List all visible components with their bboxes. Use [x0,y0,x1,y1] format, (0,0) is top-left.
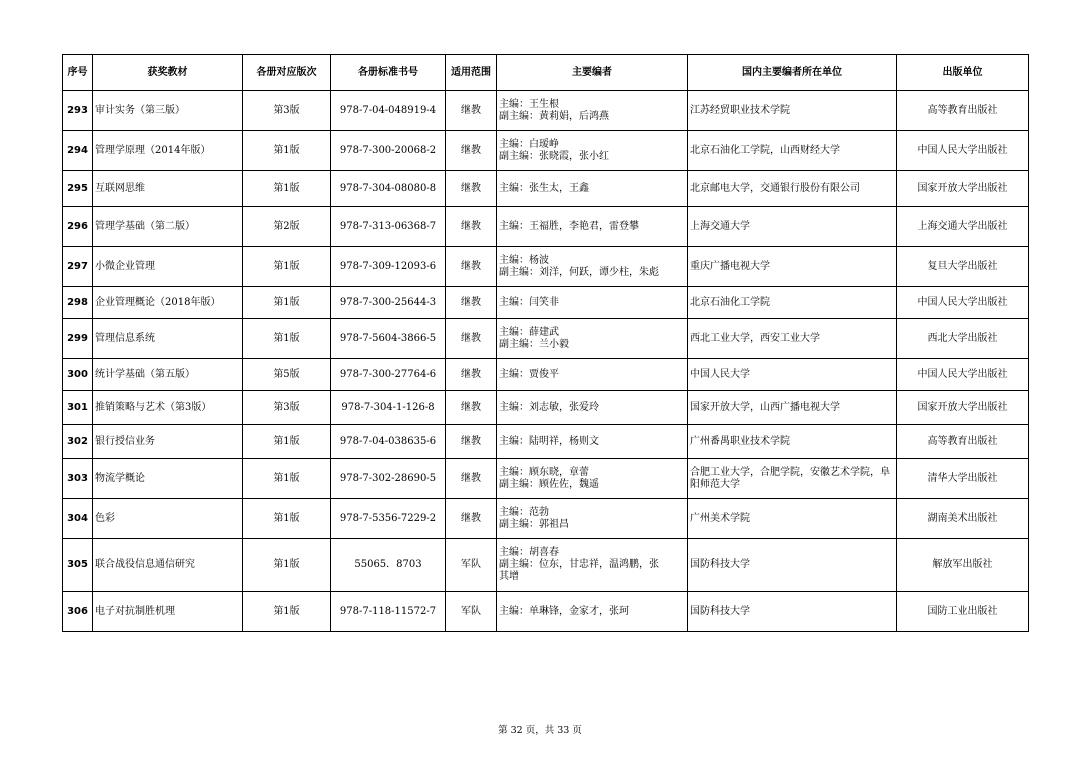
publisher-cell: 复旦大学出版社 [897,247,1029,287]
row-number: 294 [63,131,93,171]
book-title: 联合战役信息通信研究 [93,539,243,592]
editors-cell [497,539,688,592]
row-number: 297 [63,247,93,287]
isbn-cell: 55065．8703 [331,539,446,592]
book-title: 管理信息系统 [93,319,243,359]
scope-cell: 继教 [446,319,497,359]
award-table [62,54,1029,632]
edition-cell: 第5版 [243,359,331,391]
table-row [63,425,1029,459]
editors-cell [497,391,688,425]
editor-line: 主编：张生太，王鑫 [499,182,589,194]
editor-line: 副主编：位东，甘忠祥，温鸿鹏，张 [499,559,659,570]
scope-cell: 继教 [446,287,497,319]
edition-cell: 第1版 [243,287,331,319]
edition-cell: 第1版 [243,539,331,592]
row-number: 301 [63,391,93,425]
unit-cell: 国防科技大学 [688,539,897,592]
header-unit: 国内主要编者所在单位 [688,55,897,91]
isbn-cell: 978-7-300-27764-6 [331,359,446,391]
editor-line: 主编：杨波 [499,254,549,266]
publisher-cell: 中国人民大学出版社 [897,131,1029,171]
editor-line: 主编：贾俊平 [499,368,559,380]
editors-cell [497,499,688,539]
unit-cell: 国家开放大学，山西广播电视大学 [688,391,897,425]
row-number: 305 [63,539,93,592]
book-title: 推销策略与艺术（第3版） [93,391,243,425]
unit-cell: 北京邮电大学，交通银行股份有限公司 [688,171,897,207]
editors-cell [497,459,688,499]
publisher-cell: 中国人民大学出版社 [897,287,1029,319]
table-row [63,539,1029,592]
editors-cell [497,247,688,287]
editors-cell [497,592,688,632]
unit-cell: 中国人民大学 [688,359,897,391]
unit-cell: 西北工业大学，西安工业大学 [688,319,897,359]
row-number: 303 [63,459,93,499]
book-title: 物流学概论 [93,459,243,499]
editor-line: 副主编：顾佐佐，魏遥 [499,478,599,490]
page-footer: 第 32 页，共 33 页 [498,725,582,736]
unit-cell: 重庆广播电视大学 [688,247,897,287]
edition-cell: 第1版 [243,171,331,207]
scope-cell: 继教 [446,91,497,131]
editor-line: 主编：单琳锋，金家才，张珂 [499,605,629,617]
table-row [63,207,1029,247]
unit-cell: 广州番禺职业技术学院 [688,425,897,459]
editor-line: 主编：王生根 [499,98,559,110]
row-number: 302 [63,425,93,459]
row-number: 299 [63,319,93,359]
isbn-cell: 978-7-313-06368-7 [331,207,446,247]
isbn-cell: 978-7-302-28690-5 [331,459,446,499]
publisher-cell: 高等教育出版社 [897,91,1029,131]
edition-cell: 第1版 [243,499,331,539]
scope-cell: 继教 [446,459,497,499]
publisher-cell: 湖南美术出版社 [897,499,1029,539]
isbn-cell: 978-7-04-038635-6 [331,425,446,459]
scope-cell: 继教 [446,425,497,459]
row-number: 304 [63,499,93,539]
header-editors: 主要编者 [497,55,688,91]
editor-line: 副主编：张晓霞，张小红 [499,150,609,162]
edition-cell: 第3版 [243,91,331,131]
row-number: 296 [63,207,93,247]
table-row [63,171,1029,207]
row-number: 298 [63,287,93,319]
editor-line: 其增 [499,571,519,582]
editors-cell [497,359,688,391]
editors-cell [497,287,688,319]
table-row [63,391,1029,425]
isbn-cell: 978-7-304-08080-8 [331,171,446,207]
isbn-cell: 978-7-118-11572-7 [331,592,446,632]
table-row [63,499,1029,539]
table-row [63,247,1029,287]
book-title: 审计实务（第三版） [93,91,243,131]
editor-line: 主编：白瑷峥 [499,138,559,150]
isbn-cell: 978-7-300-20068-2 [331,131,446,171]
edition-cell: 第1版 [243,459,331,499]
header-edition: 各册对应版次 [243,55,331,91]
scope-cell: 继教 [446,207,497,247]
editor-line: 主编：范勃 [499,506,549,518]
editor-line: 副主编：兰小毅 [499,338,569,350]
scope-cell: 军队 [446,539,497,592]
header-no: 序号 [63,55,93,91]
editors-cell [497,131,688,171]
unit-cell: 北京石油化工学院，山西财经大学 [688,131,897,171]
scope-cell: 继教 [446,359,497,391]
edition-cell: 第1版 [243,131,331,171]
row-number: 300 [63,359,93,391]
edition-cell: 第1版 [243,425,331,459]
book-title: 互联网思维 [93,171,243,207]
editors-cell [497,171,688,207]
unit-cell: 合肥工业大学，合肥学院，安徽艺术学院，阜阳师范大学 [688,459,897,499]
publisher-cell: 上海交通大学出版社 [897,207,1029,247]
edition-cell: 第2版 [243,207,331,247]
scope-cell: 继教 [446,171,497,207]
isbn-cell: 978-7-5604-3866-5 [331,319,446,359]
scope-cell: 继教 [446,391,497,425]
table-row [63,91,1029,131]
header-publisher: 出版单位 [897,55,1029,91]
table-row [63,319,1029,359]
book-title: 银行授信业务 [93,425,243,459]
publisher-cell: 解放军出版社 [897,539,1029,592]
editor-line: 主编：陆明祥，杨则文 [499,435,599,447]
editor-line: 副主编：郭祖昌 [499,518,569,530]
book-title: 企业管理概论（2018年版） [93,287,243,319]
table-row [63,287,1029,319]
table-body [63,91,1029,632]
row-number: 306 [63,592,93,632]
editor-line: 主编：薛建武 [499,326,559,338]
editor-line: 主编：王福胜，李艳君，雷登攀 [499,220,639,232]
editors-cell [497,319,688,359]
table-row [63,459,1029,499]
editor-line: 主编：刘志敏，张爱玲 [499,401,599,413]
publisher-cell: 清华大学出版社 [897,459,1029,499]
isbn-cell: 978-7-300-25644-3 [331,287,446,319]
unit-cell: 北京石油化工学院 [688,287,897,319]
publisher-cell: 中国人民大学出版社 [897,359,1029,391]
edition-cell: 第3版 [243,391,331,425]
publisher-cell: 高等教育出版社 [897,425,1029,459]
edition-cell: 第1版 [243,319,331,359]
table-row [63,592,1029,632]
scope-cell: 军队 [446,592,497,632]
header-scope: 适用范围 [446,55,497,91]
unit-cell: 上海交通大学 [688,207,897,247]
editors-cell [497,207,688,247]
book-title: 统计学基础（第五版） [93,359,243,391]
editor-line: 主编：闫笑非 [499,296,559,308]
book-title: 管理学原理（2014年版） [93,131,243,171]
table-row [63,131,1029,171]
header-isbn: 各册标准书号 [331,55,446,91]
book-title: 色彩 [93,499,243,539]
edition-cell: 第1版 [243,592,331,632]
unit-cell: 广州美术学院 [688,499,897,539]
publisher-cell: 国家开放大学出版社 [897,391,1029,425]
row-number: 293 [63,91,93,131]
scope-cell: 继教 [446,499,497,539]
book-title: 电子对抗制胜机理 [93,592,243,632]
unit-cell: 江苏经贸职业技术学院 [688,91,897,131]
scope-cell: 继教 [446,131,497,171]
book-title: 管理学基础（第二版） [93,207,243,247]
editor-line: 主编：顾东晓，章蕾 [499,466,589,478]
publisher-cell: 国家开放大学出版社 [897,171,1029,207]
editor-line: 副主编：刘洋，何跃，谭少柱，朱彪 [499,266,659,278]
isbn-cell: 978-7-04-048919-4 [331,91,446,131]
editors-cell [497,91,688,131]
isbn-cell: 978-7-304-1-126-8 [331,391,446,425]
scope-cell: 继教 [446,247,497,287]
header-title: 获奖教材 [93,55,243,91]
editor-line: 主编：胡喜春 [499,547,559,558]
editors-cell [497,425,688,459]
row-number: 295 [63,171,93,207]
unit-cell: 国防科技大学 [688,592,897,632]
edition-cell: 第1版 [243,247,331,287]
book-title: 小微企业管理 [93,247,243,287]
isbn-cell: 978-7-5356-7229-2 [331,499,446,539]
publisher-cell: 国防工业出版社 [897,592,1029,632]
isbn-cell: 978-7-309-12093-6 [331,247,446,287]
table-header-row [63,55,1029,91]
publisher-cell: 西北大学出版社 [897,319,1029,359]
table-row [63,359,1029,391]
editor-line: 副主编：黄莉娟，后鸿燕 [499,110,609,122]
